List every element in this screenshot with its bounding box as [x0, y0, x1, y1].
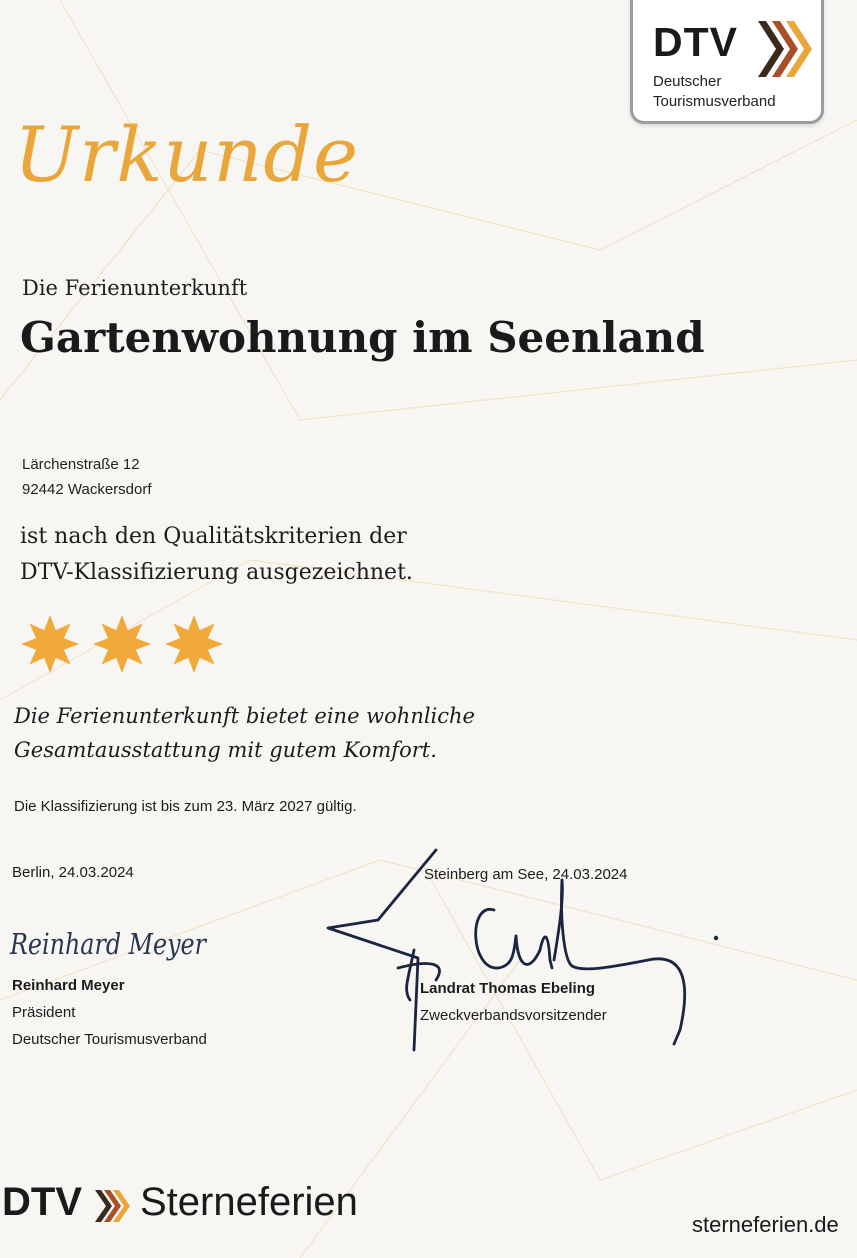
- footer-brand-name: Sterneferien: [140, 1180, 358, 1224]
- description-line-1: Die Ferienunterkunft bietet eine wohnliche: [14, 704, 475, 728]
- dtv-logo-text: DTV: [653, 19, 738, 65]
- left-signer-name: Reinhard Meyer: [12, 977, 125, 994]
- footer-url[interactable]: sterneferien.de: [692, 1212, 839, 1237]
- star-icon: [165, 615, 223, 673]
- address-street: Lärchenstraße 12: [22, 456, 140, 473]
- left-signature-script: Reinhard Meyer: [9, 927, 208, 961]
- star-rating: [16, 612, 236, 676]
- claim-line-2: DTV-Klassifizierung ausgezeichnet.: [20, 560, 413, 585]
- left-signature: [8, 918, 218, 968]
- address-city: 92442 Wackersdorf: [22, 481, 152, 498]
- dtv-logo-line2: Tourismusverband: [653, 93, 776, 110]
- description-line-2: Gesamtausstattung mit gutem Komfort.: [14, 738, 437, 762]
- dtv-logo-badge: [630, 0, 824, 124]
- right-signer-role: Zweckverbandsvorsitzender: [420, 1007, 607, 1024]
- lead-text: Die Ferienunterkunft: [22, 276, 248, 300]
- left-signer-org: Deutscher Tourismusverband: [12, 1031, 207, 1048]
- property-name: Gartenwohnung im Seenland: [20, 313, 705, 362]
- footer-chevron-icon: [94, 1188, 134, 1224]
- footer-brand-abbr: DTV: [2, 1180, 82, 1224]
- claim-line-1: ist nach den Qualitätskriterien der: [20, 524, 407, 549]
- right-place-date: Steinberg am See, 24.03.2024: [424, 866, 628, 883]
- certificate-title: Urkunde: [14, 110, 359, 199]
- star-icon: [93, 615, 151, 673]
- validity-text: Die Klassifizierung ist bis zum 23. März 2027 gültig.: [14, 798, 357, 815]
- dtv-logo-line1: Deutscher: [653, 73, 722, 90]
- star-icon: [21, 615, 79, 673]
- left-signer-role: Präsident: [12, 1004, 76, 1021]
- right-signer-name: Landrat Thomas Ebeling: [420, 980, 596, 997]
- left-place-date: Berlin, 24.03.2024: [12, 864, 134, 881]
- dtv-chevron-icon: [756, 17, 814, 81]
